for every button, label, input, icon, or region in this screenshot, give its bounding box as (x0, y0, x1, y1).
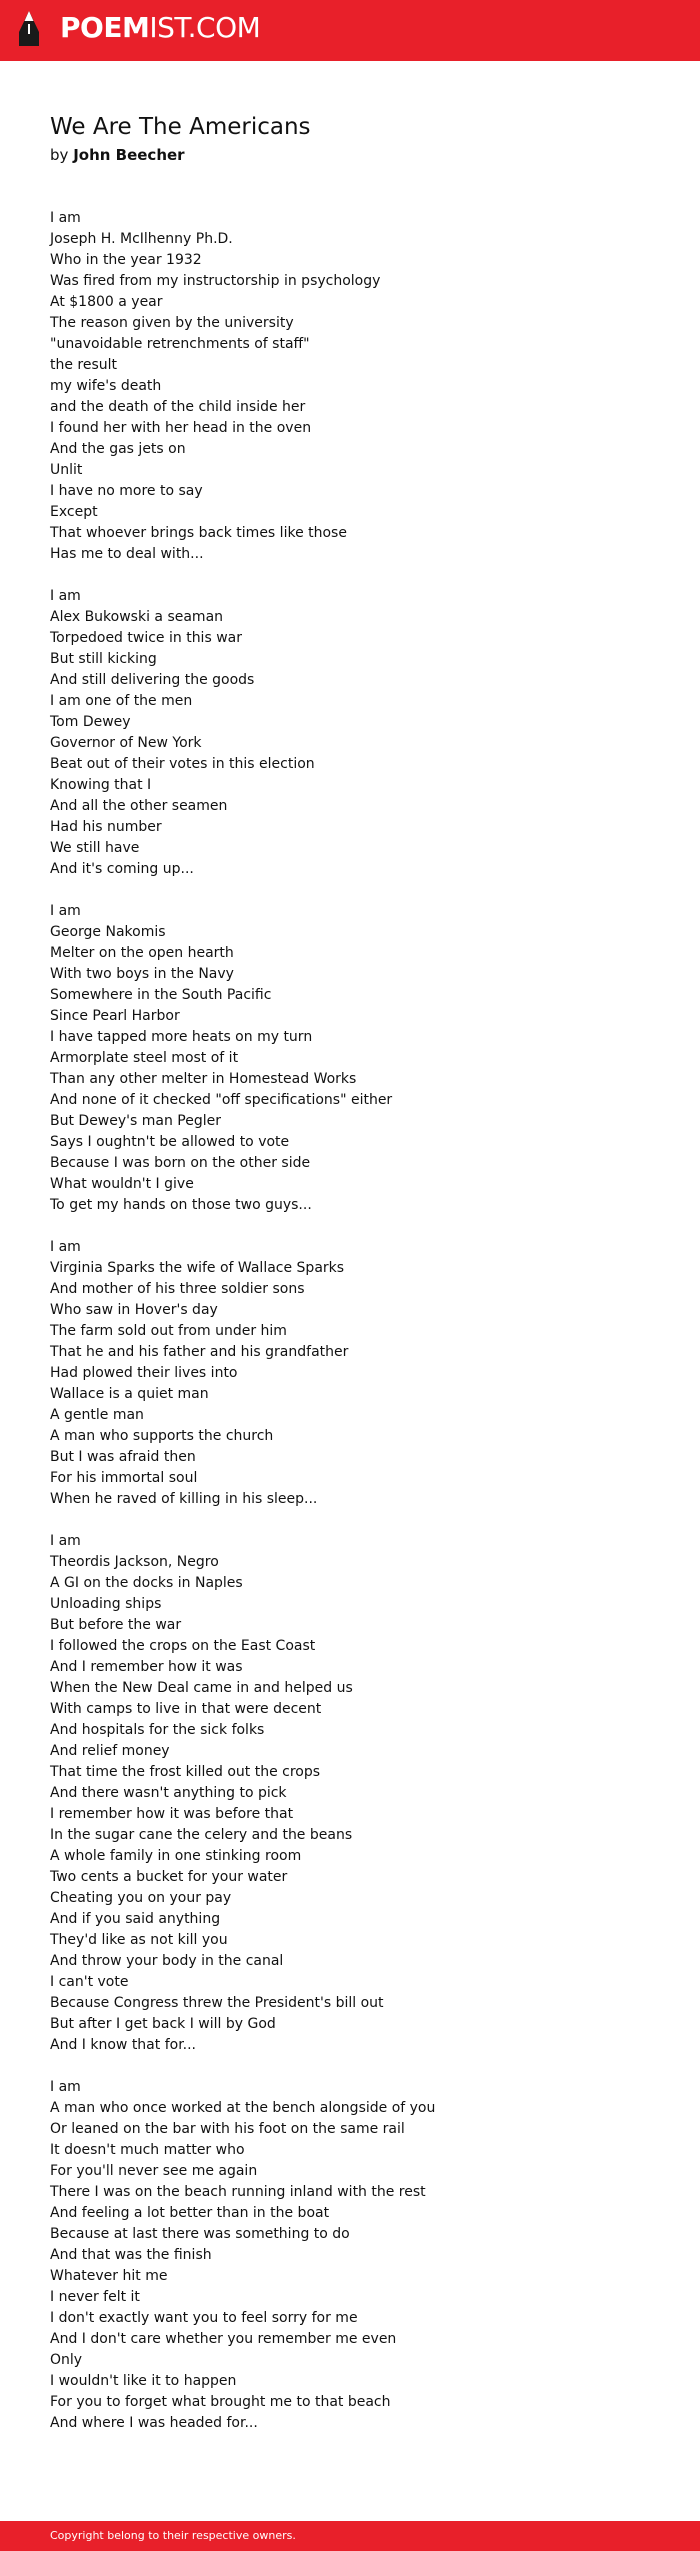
site-logo[interactable] (16, 8, 260, 48)
poem-line: And hospitals for the sick folks (50, 1722, 265, 1738)
poem-line: The farm sold out from under him (50, 1323, 287, 1339)
poem-line: That time the frost killed out the crops (50, 1764, 321, 1780)
poem-stanza (50, 1237, 650, 1510)
poem-line: And none of it checked "off specifications" either (50, 1092, 393, 1108)
poem-line: I am one of the men (50, 693, 193, 709)
poem-line: my wife's death (50, 378, 162, 394)
poem-stanza (50, 1531, 650, 2056)
poem-line: Armorplate steel most of it (50, 1050, 239, 1066)
poem-line: And feeling a lot better than in the boat (50, 2205, 330, 2221)
poem-line: I can't vote (50, 1974, 129, 1990)
poem-line: Had plowed their lives into (50, 1365, 238, 1381)
poem-line: Tom Dewey (50, 714, 131, 730)
poem-line: That whoever brings back times like those (50, 525, 347, 541)
poem-line: With two boys in the Navy (50, 966, 234, 982)
poem-line: At $1800 a year (50, 294, 163, 310)
poem-line: I am (50, 588, 81, 604)
poem-line: But still kicking (50, 651, 157, 667)
poem-line: And where I was headed for... (50, 2415, 258, 2431)
poem-line: I remember how it was before that (50, 1806, 294, 1822)
poem-line: And the gas jets on (50, 441, 186, 457)
poem-line: When the New Deal came in and helped us (50, 1680, 353, 1696)
poem-line: Has me to deal with... (50, 546, 204, 562)
poem-content (50, 112, 650, 2455)
poem-line: I don't exactly want you to feel sorry for me (50, 2310, 358, 2326)
poem-line: But before the war (50, 1617, 182, 1633)
poem-line: Unlit (50, 462, 83, 478)
poem-line: Or leaned on the bar with his foot on the same rail (50, 2121, 405, 2137)
poem-line: Melter on the open hearth (50, 945, 234, 961)
pen-nib-icon (16, 8, 42, 48)
poem-line: Knowing that I (50, 777, 152, 793)
poem-line: Alex Bukowski a seaman (50, 609, 224, 625)
poem-line: For you to forget what brought me to that beach (50, 2394, 391, 2410)
poem-line: There I was on the beach running inland with the rest (50, 2184, 426, 2200)
site-logo-text (60, 8, 260, 48)
poem-line: I am (50, 1533, 81, 1549)
poem-line: Who in the year 1932 (50, 252, 202, 268)
poem-line: Had his number (50, 819, 162, 835)
poem-line: A man who supports the church (50, 1428, 274, 1444)
poem-line: I am (50, 2079, 81, 2095)
byline-prefix: by (50, 146, 69, 164)
site-header (0, 0, 700, 61)
poem-line: Because Congress threw the President's bill out (50, 1995, 384, 2011)
poem-line: Since Pearl Harbor (50, 1008, 180, 1024)
poem-line: And throw your body in the canal (50, 1953, 284, 1969)
poem-line: The reason given by the university (50, 315, 294, 331)
poem-line: I have tapped more heats on my turn (50, 1029, 313, 1045)
poem-line: Virginia Sparks the wife of Wallace Sparks (50, 1260, 345, 1276)
poem-line: And that was the finish (50, 2247, 212, 2263)
poem-line: Says I oughtn't be allowed to vote (50, 1134, 290, 1150)
poem-line: They'd like as not kill you (50, 1932, 228, 1948)
logo-text-light: IST.COM (149, 11, 261, 44)
poem-line: Beat out of their votes in this election (50, 756, 315, 772)
poem-line: Somewhere in the South Pacific (50, 987, 272, 1003)
poem-line: When he raved of killing in his sleep... (50, 1491, 318, 1507)
poem-line: A GI on the docks in Naples (50, 1575, 243, 1591)
poem-line: And relief money (50, 1743, 170, 1759)
poem-line: We still have (50, 840, 140, 856)
poem-line: What wouldn't I give (50, 1176, 194, 1192)
poem-line: And all the other seamen (50, 798, 228, 814)
poem-line: And mother of his three soldier sons (50, 1281, 305, 1297)
poem-line: "unavoidable retrenchments of staff" (50, 336, 310, 352)
poem-line: I never felt it (50, 2289, 140, 2305)
poem-line: Governor of New York (50, 735, 202, 751)
poem-line: But after I get back I will by God (50, 2016, 276, 2032)
poem-line: Who saw in Hover's day (50, 1302, 218, 1318)
poem-line: And I know that for... (50, 2037, 197, 2053)
copyright-notice: Copyright belong to their respective owners. (50, 2529, 296, 2542)
poem-title: We Are The Americans (50, 114, 311, 140)
poem-line: I have no more to say (50, 483, 203, 499)
site-footer (0, 2521, 700, 2551)
poem-byline (50, 144, 650, 166)
poem-line: It doesn't much matter who (50, 2142, 245, 2158)
poem-line: In the sugar cane the celery and the beans (50, 1827, 353, 1843)
poem-author[interactable]: John Beecher (73, 146, 185, 164)
poem-line: I am (50, 1239, 81, 1255)
logo-text-bold: POEM (60, 11, 150, 44)
poem-line: I followed the crops on the East Coast (50, 1638, 316, 1654)
poem-line: and the death of the child inside her (50, 399, 306, 415)
poem-line: Because at last there was something to do (50, 2226, 350, 2242)
poem-stanza (50, 2077, 650, 2434)
poem-line: Joseph H. McIlhenny Ph.D. (50, 231, 233, 247)
poem-line: the result (50, 357, 118, 373)
poem-line: Except (50, 504, 98, 520)
poem-line: And I don't care whether you remember me even (50, 2331, 397, 2347)
poem-line: A gentle man (50, 1407, 144, 1423)
poem-line: And there wasn't anything to pick (50, 1785, 287, 1801)
poem-line: And if you said anything (50, 1911, 221, 1927)
poem-line: That he and his father and his grandfather (50, 1344, 349, 1360)
poem-line: Because I was born on the other side (50, 1155, 311, 1171)
poem-line: I am (50, 210, 81, 226)
poem-line: George Nakomis (50, 924, 166, 940)
poem-line: Wallace is a quiet man (50, 1386, 209, 1402)
poem-line: I am (50, 903, 81, 919)
poem-line: But Dewey's man Pegler (50, 1113, 221, 1129)
poem-line: But I was afraid then (50, 1449, 196, 1465)
poem-line: Cheating you on your pay (50, 1890, 232, 1906)
poem-line: A man who once worked at the bench alongside of you (50, 2100, 436, 2116)
poem-line: To get my hands on those two guys... (50, 1197, 312, 1213)
poem-stanza (50, 208, 650, 565)
poem-stanza (50, 586, 650, 880)
poem-line: Only (50, 2352, 83, 2368)
poem-line: I found her with her head in the oven (50, 420, 312, 436)
poem-line: And it's coming up... (50, 861, 194, 877)
poem-line: Than any other melter in Homestead Works (50, 1071, 357, 1087)
poem-stanza (50, 901, 650, 1216)
poem-line: Two cents a bucket for your water (50, 1869, 288, 1885)
poem-body (50, 208, 650, 2434)
poem-line: Torpedoed twice in this war (50, 630, 242, 646)
poem-line: I wouldn't like it to happen (50, 2373, 237, 2389)
poem-line: And still delivering the goods (50, 672, 255, 688)
poem-line: For you'll never see me again (50, 2163, 258, 2179)
poem-line: Was fired from my instructorship in psychology (50, 273, 381, 289)
poem-line: Whatever hit me (50, 2268, 168, 2284)
poem-line: A whole family in one stinking room (50, 1848, 302, 1864)
poem-line: For his immortal soul (50, 1470, 198, 1486)
poem-line: Theordis Jackson, Negro (50, 1554, 219, 1570)
poem-line: Unloading ships (50, 1596, 162, 1612)
poem-line: With camps to live in that were decent (50, 1701, 322, 1717)
poem-line: And I remember how it was (50, 1659, 243, 1675)
